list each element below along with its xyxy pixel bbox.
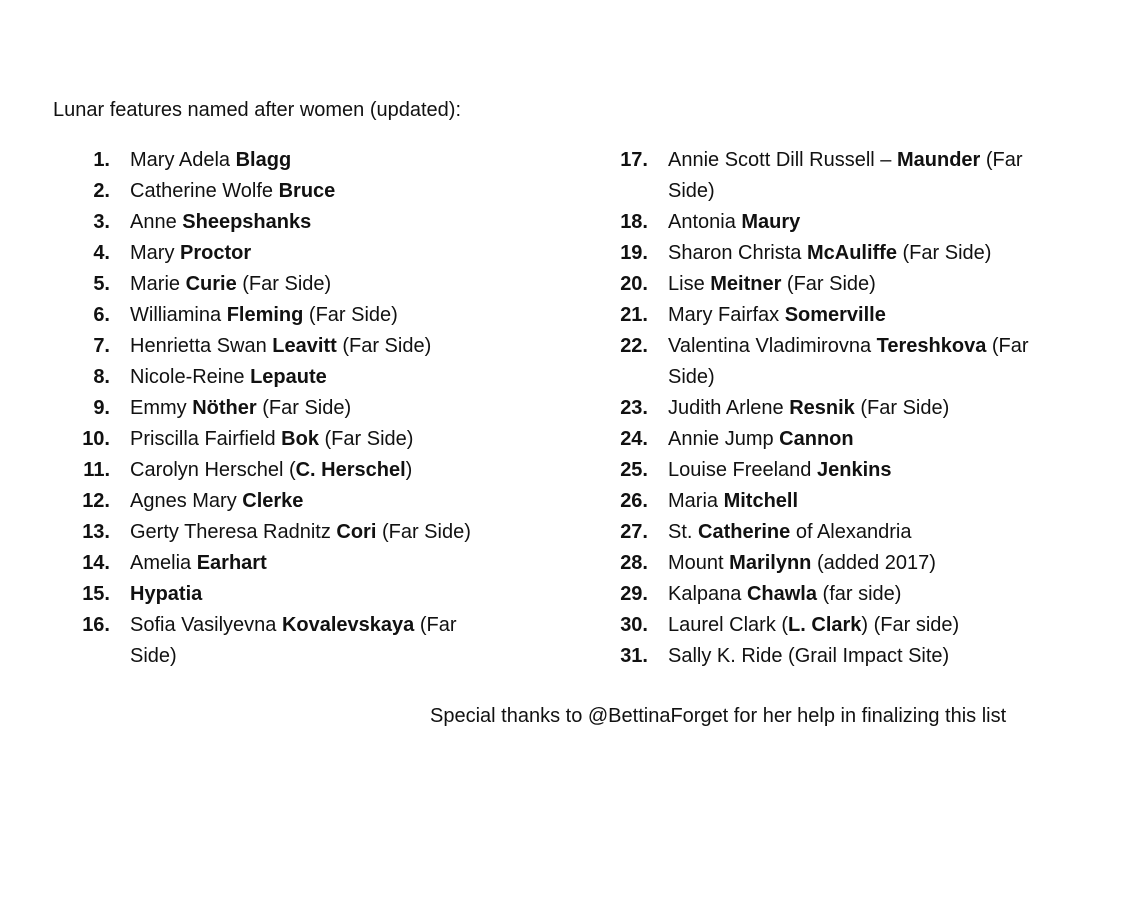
feature-name: Meitner [710,273,782,295]
list-item [78,424,548,455]
item-number: 31. [620,645,648,667]
item-text: Mount Marilynn (added 2017) [668,552,936,574]
list-left-column [78,145,548,672]
feature-name: Bok [281,428,319,450]
item-text [130,579,480,610]
item-number: 26. [620,490,648,512]
list-item [616,238,1086,269]
list-item [78,548,548,579]
item-text: Sofia Vasilyevna Kovalevskaya (Far Side) [130,614,457,667]
list-item [616,331,1086,393]
item-number: 9. [93,397,110,419]
list-item [616,424,1086,455]
item-text: Agnes Mary Clerke [130,490,304,512]
feature-name: Proctor [180,242,252,264]
feature-name: Curie [185,273,237,295]
list-item [78,238,548,269]
list-item [616,548,1086,579]
item-number: 16. [82,614,110,636]
feature-name: Chawla [746,583,817,605]
feature-name: C. Herschel [295,459,406,481]
list-right-column [616,145,1086,672]
feature-name: Jenkins [816,459,892,481]
item-text: Henrietta Swan Leavitt (Far Side) [130,335,432,357]
item-number: 3. [93,211,110,233]
list-item [616,300,1086,331]
item-text: Mary Proctor [130,242,252,264]
item-text: Kalpana Chawla (far side) [668,583,902,605]
list-item [78,486,548,517]
item-number: 13. [82,521,110,543]
item-text: Sally K. Ride (Grail Impact Site) [668,645,950,667]
item-text: Amelia Earhart [130,552,267,574]
feature-name: Hypatia [130,583,203,605]
item-number: 15. [82,583,110,605]
item-number: 22. [620,335,648,357]
list-item [78,455,548,486]
item-number: 29. [620,583,648,605]
feature-name: Maury [741,211,801,233]
item-text: Louise Freeland Jenkins [668,459,892,481]
item-text: Valentina Vladimirovna Tereshkova (Far Side) [668,335,1029,388]
item-text: Mary Fairfax Somerville [668,304,886,326]
item-text: Anne Sheepshanks [130,211,312,233]
feature-name: Bruce [278,180,336,202]
list-item [78,145,548,176]
list-item [616,486,1086,517]
item-number: 12. [82,490,110,512]
list-item [616,610,1086,641]
feature-name: Lepaute [250,366,327,388]
item-number: 17. [620,149,648,171]
feature-name: Maunder [896,149,981,171]
item-text: Priscilla Fairfield Bok (Far Side) [130,428,414,450]
item-number: 11. [83,459,110,481]
item-number: 2. [93,180,110,202]
feature-name: Nöther [192,397,257,419]
item-text: Annie Jump Cannon [668,428,854,450]
item-text: Antonia Maury [668,211,801,233]
list-item [616,517,1086,548]
feature-name: Blagg [235,149,292,171]
item-number: 5. [93,273,110,295]
list-item [78,517,548,548]
feature-name: Resnik [789,397,855,419]
acknowledgement-text: Special thanks to @BettinaForget for her help in finalizing this list [430,705,1007,727]
item-text: Mary Adela Blagg [130,149,292,171]
page-title: Lunar features named after women (updated): [53,99,462,121]
list-item [78,207,548,238]
item-text: Maria Mitchell [668,490,799,512]
item-number: 30. [620,614,648,636]
feature-name: Tereshkova [876,335,987,357]
item-number: 4. [93,242,110,264]
item-text: Gerty Theresa Radnitz Cori (Far Side) [130,521,471,543]
item-number: 25. [620,459,648,481]
item-number: 23. [620,397,648,419]
item-text: Annie Scott Dill Russell – Maunder (Far Side) [668,149,1023,202]
list-item [78,362,548,393]
feature-name: Earhart [196,552,267,574]
item-number: 1. [93,149,110,171]
list-item [78,393,548,424]
feature-name: Cannon [779,428,854,450]
item-text: Sharon Christa McAuliffe (Far Side) [668,242,992,264]
list-item [616,393,1086,424]
item-text: Marie Curie (Far Side) [130,273,332,295]
feature-name: Cori [336,521,377,543]
feature-name: Sheepshanks [182,211,312,233]
feature-name: L. Clark [788,614,862,636]
list-item [78,610,548,672]
list-item [616,269,1086,300]
item-number: 24. [620,428,648,450]
item-number: 18. [620,211,648,233]
feature-name: Mitchell [723,490,799,512]
item-text: Catherine Wolfe Bruce [130,180,336,202]
item-number: 20. [620,273,648,295]
list-item [616,579,1086,610]
feature-name: Marilynn [729,552,812,574]
list-item [616,641,1086,672]
list-item [78,331,548,362]
feature-name: Kovalevskaya [281,614,415,636]
list-item [78,579,548,610]
item-text: Judith Arlene Resnik (Far Side) [668,397,950,419]
list-item [78,300,548,331]
item-number: 10. [82,428,110,450]
item-number: 21. [620,304,648,326]
item-text: Emmy Nöther (Far Side) [130,397,352,419]
feature-name: McAuliffe [806,242,897,264]
list-item [78,269,548,300]
list-item [616,455,1086,486]
feature-name: Fleming [226,304,304,326]
feature-name: Leavitt [272,335,337,357]
item-text: Laurel Clark (L. Clark) (Far side) [668,614,960,636]
item-number: 8. [93,366,110,388]
item-number: 19. [620,242,648,264]
item-number: 27. [620,521,648,543]
item-number: 6. [93,304,110,326]
item-number: 7. [93,335,110,357]
feature-name: Somerville [784,304,886,326]
item-text: Carolyn Herschel (C. Herschel) [130,459,413,481]
item-text: Williamina Fleming (Far Side) [130,304,398,326]
list-item [78,176,548,207]
feature-name: Clerke [242,490,304,512]
item-text: Lise Meitner (Far Side) [668,273,876,295]
item-text: St. Catherine of Alexandria [668,521,912,543]
feature-name: Catherine [698,521,791,543]
item-text: Nicole-Reine Lepaute [130,366,327,388]
list-item [616,145,1086,207]
list-item [616,207,1086,238]
item-number: 14. [82,552,110,574]
item-number: 28. [620,552,648,574]
